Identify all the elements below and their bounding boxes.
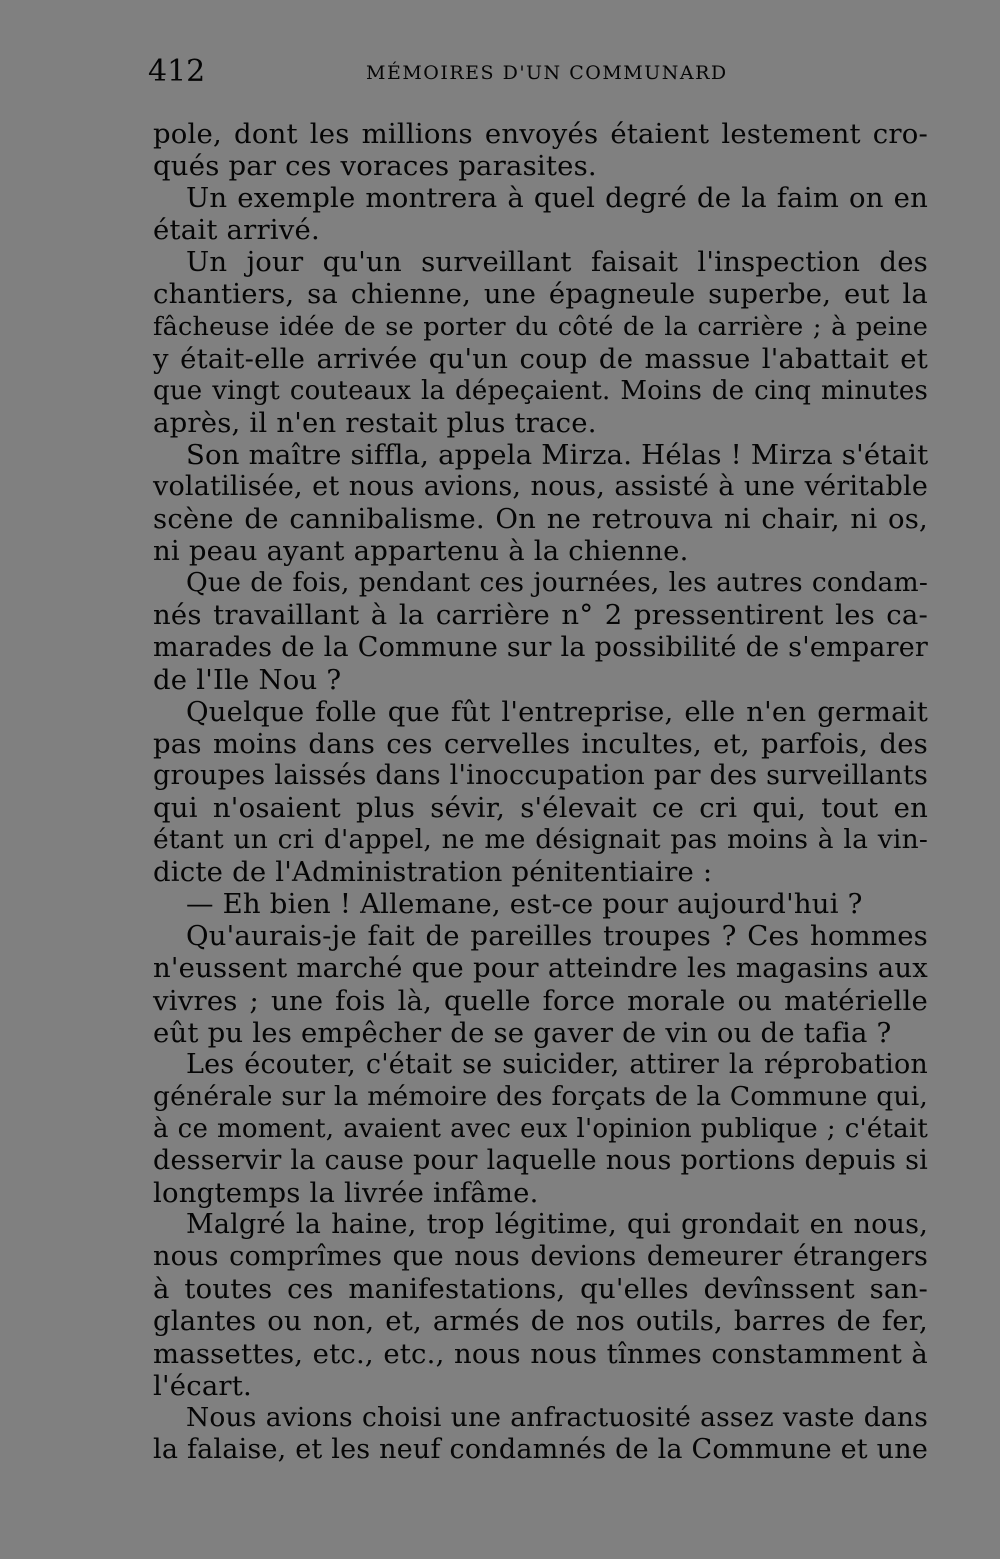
text-line: Quelque folle que fût l'entreprise, elle n'en germait [186, 695, 928, 728]
text-line: volatilisée, et nous avions, nous, assisté à une véritable [153, 471, 928, 503]
text-line: scène de cannibalisme. On ne retrouva ni chair, ni os, [153, 503, 928, 536]
page-number: 412 [148, 54, 206, 89]
text-line: générale sur la mémoire des forçats de la Commune qui, [153, 1080, 928, 1112]
text-line: dicte de l'Administration pénitentiaire : [153, 856, 713, 889]
text-line: nés travaillant à la carrière n° 2 pressentirent les ca- [153, 599, 928, 632]
text-line: n'eussent marché que pour atteindre les magasins aux [153, 952, 928, 985]
page-header [148, 52, 928, 92]
text-line: que vingt couteaux la dépeçaient. Moins de cinq minutes [153, 375, 928, 406]
text-line: eût pu les empêcher de se gaver de vin ou de tafia ? [153, 1016, 892, 1049]
text-line: Les écouter, c'était se suicider, attirer la réprobation [186, 1048, 928, 1080]
text-line: glantes ou non, et, armés de nos outils, barres de fer, [153, 1305, 928, 1338]
text-line: chantiers, sa chienne, une épagneule superbe, eut la [153, 278, 928, 311]
body-text [153, 118, 928, 1466]
text-line: ni peau ayant appartenu à la chienne. [153, 535, 689, 568]
text-line: Son maître siffla, appela Mirza. Hélas ! Mirza s'était [186, 438, 929, 471]
text-line: après, il n'en restait plus trace. [153, 406, 597, 439]
text-line: longtemps la livrée infâme. [153, 1177, 539, 1210]
text-line: l'écart. [153, 1369, 252, 1402]
text-line: Que de fois, pendant ces journées, les autres condam- [186, 567, 928, 599]
text-line: la falaise, et les neuf condamnés de la Commune et une [153, 1433, 928, 1465]
text-line: y était-elle arrivée qu'un coup de massue l'abattait et [153, 342, 928, 375]
text-line: vivres ; une fois là, quelle force morale ou matérielle [153, 984, 928, 1017]
text-line: marades de la Commune sur la possibilité de s'emparer [153, 631, 928, 663]
text-line: pas moins dans ces cervelles incultes, et, parfois, des [153, 727, 928, 760]
text-line: qui n'osaient plus sévir, s'élevait ce cri qui, tout en [153, 791, 928, 824]
text-line: desservir la cause pour laquelle nous portions depuis si [153, 1145, 928, 1176]
text-line: de l'Ile Nou ? [153, 663, 342, 696]
text-line: à toutes ces manifestations, qu'elles devînssent san- [153, 1273, 928, 1306]
text-line: fâcheuse idée de se porter du côté de la carrière ; à peine [153, 311, 928, 342]
text-line: nous comprîmes que nous devions demeurer étrangers [153, 1241, 928, 1273]
text-line: groupes laissés dans l'inoccupation par des surveillants [153, 759, 928, 791]
text-line: étant un cri d'appel, ne me désignait pas moins à la vin- [153, 824, 928, 856]
text-line: Nous avions choisi une anfractuosité assez vaste dans [186, 1401, 928, 1433]
text-line: était arrivé. [153, 214, 320, 247]
text-line: Malgré la haine, trop légitime, qui grondait en nous, [186, 1209, 928, 1241]
text-line: Un jour qu'un surveillant faisait l'inspection des [186, 246, 928, 279]
text-line: Qu'aurais-je fait de pareilles troupes ? Ces hommes [186, 920, 928, 953]
text-line: à ce moment, avaient avec eux l'opinion publique ; c'était [153, 1113, 928, 1144]
text-line: Un exemple montrera à quel degré de la faim on en [186, 182, 928, 215]
text-line: — Eh bien ! Allemane, est-ce pour aujourd'hui ? [186, 888, 863, 921]
text-line: massettes, etc., etc., nous nous tînmes constamment à [153, 1337, 928, 1370]
text-line: pole, dont les millions envoyés étaient lestement cro- [153, 118, 928, 150]
text-line: qués par ces voraces parasites. [153, 150, 597, 183]
running-head: MÉMOIRES D'UN COMMUNARD [366, 62, 728, 84]
